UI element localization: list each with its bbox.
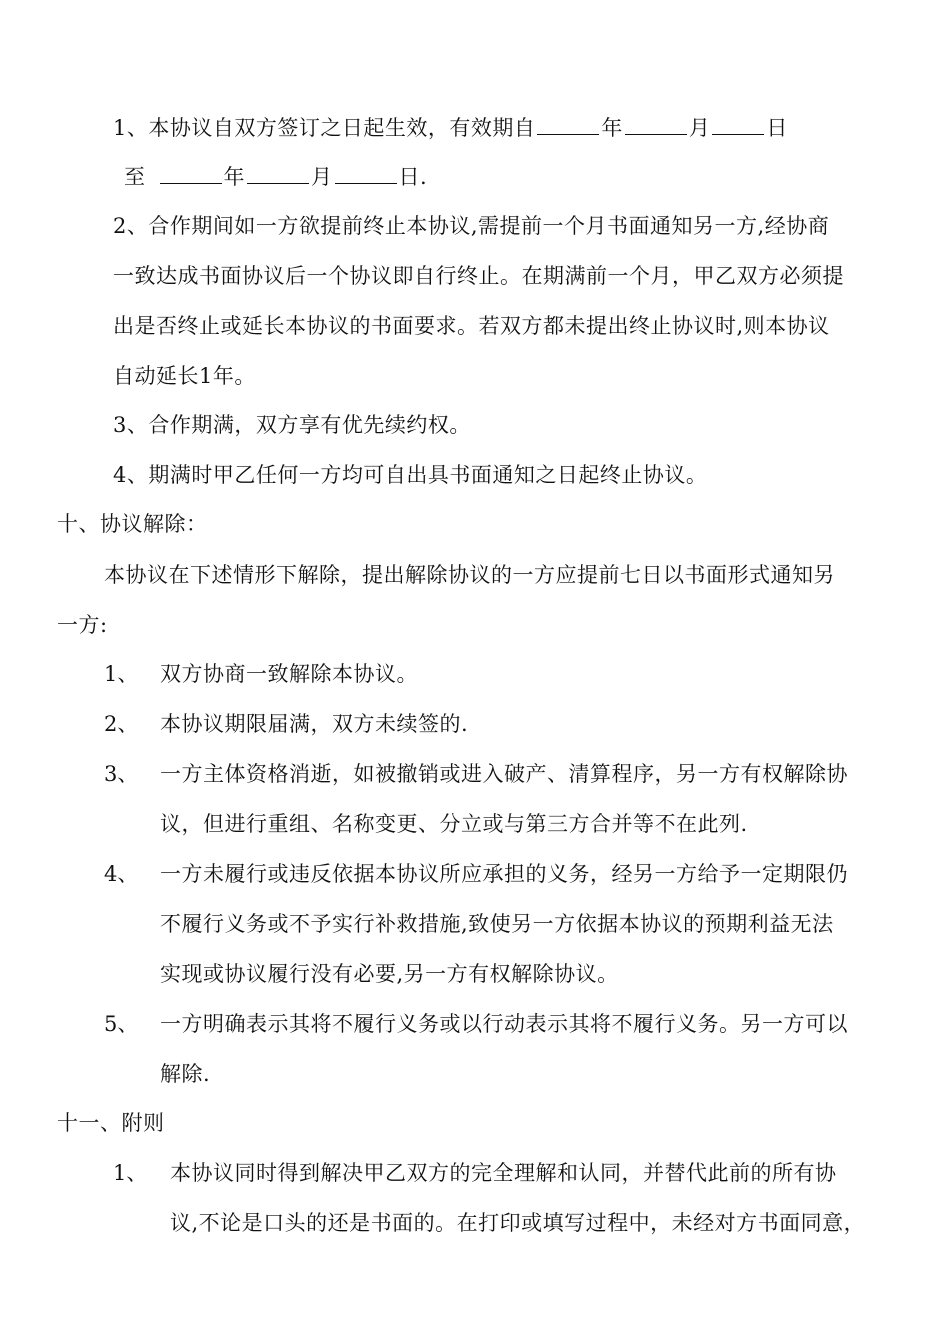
term-item-1-line-1 [113,112,788,142]
end-month-blank[interactable] [247,161,309,184]
termination-item-5-line-1: 一方明确表示其将不履行义务或以行动表示其将不履行义务。另一方可以 [160,1012,848,1036]
term-item-3: 3、合作期满，双方享有优先续约权。 [113,413,471,437]
termination-intro-line-1: 本协议在下述情形下解除，提出解除协议的一方应提前七日以书面形式通知另 [104,563,835,587]
termination-item-1-line-1: 双方协商一致解除本协议。 [160,662,418,686]
end-year-blank[interactable] [160,161,222,184]
month-label: 月 [311,165,333,189]
termination-item-4-line-3: 实现或协议履行没有必要,另一方有权解除协议。 [160,962,619,986]
to-label: 至 [124,165,146,189]
termination-intro-line-2: 一方: [57,613,108,637]
appendix-heading: 十一、附则 [57,1111,165,1135]
termination-item-4-line-2: 不履行义务或不予实行补救措施,致使另一方依据本协议的预期利益无法 [160,912,834,936]
termination-item-4-number: 4、 [104,862,139,886]
month-label: 月 [688,116,711,140]
termination-item-3-line-1: 一方主体资格消逝，如被撤销或进入破产、清算程序，另一方有权解除协 [160,762,848,786]
year-label: 年 [223,165,245,189]
day-label: 日. [398,165,428,189]
day-label: 日 [766,116,788,140]
appendix-item-1-line-2: 议,不论是口头的还是书面的。在打印或填写过程中，未经对方书面同意， [170,1211,866,1235]
termination-item-1-number: 1、 [104,662,139,686]
term-item-2-line-3: 出是否终止或延长本协议的书面要求。若双方都未提出终止协议时,则本协议 [113,314,830,338]
start-year-blank[interactable] [537,112,599,135]
termination-item-2-number: 2、 [104,712,139,736]
termination-item-4-line-1: 一方未履行或违反依据本协议所应承担的义务，经另一方给予一定期限仍 [160,862,848,886]
term-item-1-line-2 [124,161,427,191]
appendix-item-1-line-1: 本协议同时得到解决甲乙双方的完全理解和认同，并替代此前的所有协 [170,1161,837,1185]
term-item-2-line-2: 一致达成书面协议后一个协议即自行终止。在期满前一个月，甲乙双方必须提 [113,264,844,288]
termination-item-3-line-2: 议，但进行重组、名称变更、分立或与第三方合并等不在此列. [160,812,748,836]
start-day-blank[interactable] [712,112,764,135]
year-label: 年 [601,116,623,140]
termination-item-2-line-1: 本协议期限届满，双方未续签的. [160,712,469,736]
term-item-4: 4、期满时甲乙任何一方均可自出具书面通知之日起终止协议。 [113,463,708,487]
start-month-blank[interactable] [625,112,687,135]
termination-item-5-line-2: 解除. [160,1062,211,1086]
termination-item-3-number: 3、 [104,762,139,786]
termination-heading: 十、协议解除： [57,512,208,536]
termination-item-5-number: 5、 [104,1012,139,1036]
term-item-2-line-4: 自动延长1年。 [113,364,256,388]
term-item-2-line-1: 2、合作期间如一方欲提前终止本协议,需提前一个月书面通知另一方,经协商 [113,214,830,238]
end-day-blank[interactable] [335,161,397,184]
appendix-item-1-number: 1、 [113,1161,148,1185]
term-item-1-text: 1、本协议自双方签订之日起生效，有效期自 [113,116,536,140]
